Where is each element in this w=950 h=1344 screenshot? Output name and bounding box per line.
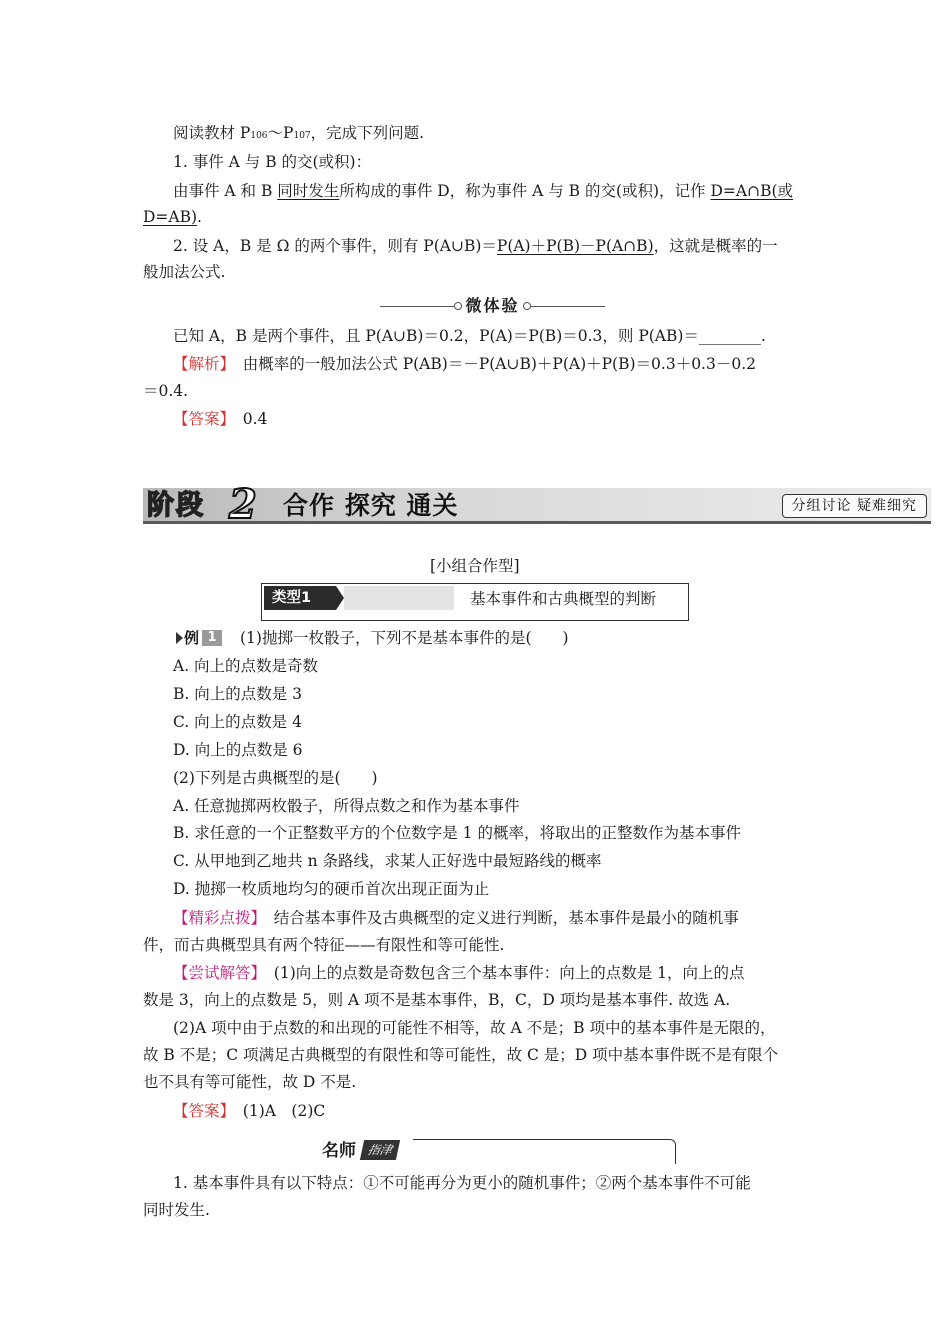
page-start: 106 [250, 131, 268, 141]
analysis-text: 由概率的一般加法公式 P(AB)＝－P(A∪B)＋P(A)＋P(B)＝0.3＋0.3－0.2 [242, 355, 756, 373]
concept1-blank-2: D=A∩B(或 [710, 182, 794, 200]
micro-analysis-line1 [173, 354, 756, 374]
example-marker-icon [176, 632, 183, 644]
reading-instruction [173, 123, 424, 146]
divider-dot-left [454, 302, 462, 310]
solution-line1 [173, 963, 745, 983]
type-box [261, 583, 689, 621]
q1-option-a: A. 向上的点数是奇数 [173, 657, 319, 675]
answer-tag: 【答案】 [173, 410, 228, 428]
solution-tag: 【尝试解答】 [173, 964, 259, 982]
tips-frame [413, 1139, 676, 1164]
highlight-text: 结合基本事件及古典概型的定义进行判断，基本事件是最小的随机事 [273, 909, 739, 927]
highlight-line2: 件，而古典概型具有两个特征——有限性和等可能性. [143, 936, 505, 954]
tips-line2: 同时发生. [143, 1201, 210, 1219]
teacher-tips-header [318, 1137, 676, 1165]
divider-line-left [380, 306, 454, 307]
final-answer-tag: 【答案】 [173, 1102, 228, 1120]
q2-option-c: C. 从甲地到乙地共 n 条路线，求某人正好选中最短路线的概率 [173, 852, 602, 870]
stage-title: 合作 探究 通关 [283, 491, 459, 520]
reading-prefix: 阅读教材 P [173, 124, 251, 142]
stage-tag: 分组讨论 疑难细究 [782, 494, 927, 518]
micro-experience-title: 微体验 [465, 296, 520, 315]
example-q2: (2)下列是古典概型的是( ) [173, 769, 378, 787]
concept1-line1 [173, 181, 793, 201]
concept2-blank: P(A)＋P(B)－P(A∩B) [496, 237, 654, 255]
concept2-text-a: 2. 设 A，B 是 Ω 的两个事件，则有 P(A∪B)＝ [173, 237, 497, 255]
solution-text: (1)向上的点数是奇数包含三个基本事件：向上的点数是 1，向上的点 [273, 964, 745, 982]
stage-number: 2 [229, 481, 257, 528]
q1-option-c: C. 向上的点数是 4 [173, 713, 302, 731]
reading-suffix: ，完成下列问题. [310, 124, 425, 142]
q1-option-d: D. 向上的点数是 6 [173, 741, 303, 759]
example-number: 1 [202, 630, 222, 646]
concept2-text-b: ，这就是概率的一 [653, 237, 778, 255]
q2-option-b: B. 求任意的一个正整数平方的个位数字是 1 的概率，将取出的正整数作为基本事件 [173, 824, 741, 842]
highlight-line1 [173, 908, 739, 928]
type-shade [344, 586, 454, 610]
stage-banner [143, 481, 931, 528]
answer-value: 0.4 [242, 410, 268, 428]
q2-option-d: D. 抛掷一枚质地均匀的硬币首次出现正面为止 [173, 880, 490, 898]
group-label: [小组合作型] [430, 557, 520, 575]
micro-analysis-line2: ＝0.4. [143, 382, 189, 400]
concept1-end: . [197, 208, 202, 226]
type-title: 基本事件和古典概型的判断 [470, 590, 657, 608]
concept1-heading: 1. 事件 A 与 B 的交(或积)： [173, 153, 372, 171]
stage-label: 阶段 [147, 490, 205, 521]
divider-dot-right [523, 302, 531, 310]
reading-mid: ～P [267, 124, 294, 142]
concept1-blank-2-cont: D=AB) [143, 208, 198, 226]
type-arrow-icon [336, 586, 344, 610]
final-answer [173, 1101, 325, 1121]
tips-hint-badge: 指津 [360, 1140, 400, 1160]
example-q1: (1)抛掷一枚骰子，下列不是基本事件的是( ) [240, 629, 569, 647]
q2-option-a: A. 任意抛掷两枚骰子，所得点数之和作为基本事件 [173, 797, 520, 815]
type-label: 类型1 [264, 586, 336, 610]
concept1-line2 [143, 207, 202, 227]
example-word: 例 [184, 629, 200, 647]
concept1-text-a: 由事件 A 和 B [173, 182, 278, 200]
solution-line5: 也不具有等可能性，故 D 不是. [143, 1073, 357, 1091]
q1-option-b: B. 向上的点数是 3 [173, 685, 303, 703]
concept2-line2: 般加法公式. [143, 263, 226, 281]
page-end: 107 [293, 131, 311, 141]
highlight-tag: 【精彩点拨】 [173, 909, 259, 927]
solution-line4: 故 B 不是；C 项满足古典概型的有限性和等可能性，故 C 是；D 项中基本事件既不是有限个 [143, 1046, 779, 1064]
concept1-text-b: 所构成的事件 D，称为事件 A 与 B 的交(或积)，记作 [339, 182, 711, 200]
micro-experience-divider [380, 296, 605, 316]
concept1-blank-1: 同时发生 [277, 182, 340, 200]
tips-name: 名师 [322, 1141, 356, 1161]
final-answer-value: (1)A (2)C [242, 1102, 326, 1120]
tips-line1: 1. 基本事件具有以下特点：①不可能再分为更小的随机事件；②两个基本事件不可能 [173, 1174, 751, 1192]
solution-line2: 数是 3，向上的点数是 5，则 A 项不是基本事件，B，C，D 项均是基本事件. 故选 A. [143, 991, 731, 1009]
micro-answer [173, 409, 267, 429]
example-tag [176, 628, 226, 648]
divider-line-right [531, 306, 605, 307]
solution-line3: (2)A 项中由于点数的和出现的可能性不相等，故 A 不是；B 项中的基本事件是无限的， [173, 1019, 776, 1037]
micro-question: 已知 A，B 是两个事件，且 P(A∪B)＝0.2，P(A)＝P(B)＝0.3，则 P(AB)＝________. [173, 327, 766, 345]
concept2-line1 [173, 236, 778, 256]
analysis-tag: 【解析】 [173, 355, 228, 373]
